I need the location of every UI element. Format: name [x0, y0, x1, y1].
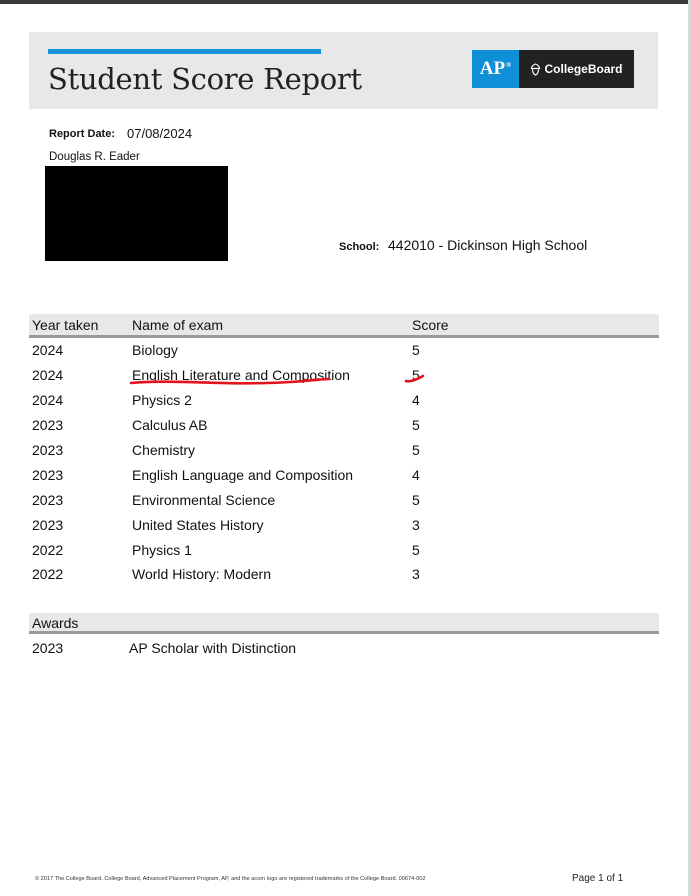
cell-score: 5	[412, 541, 420, 558]
ap-collegeboard-logo	[472, 50, 634, 88]
footer-legal-text: © 2017 The College Board. College Board, Advanced Placement Program, AP, and the acorn logo are registered trademarks of the College Board. 00674-002	[35, 876, 426, 882]
cell-score: 5	[412, 342, 420, 359]
cell-exam: English Language and Composition	[132, 466, 354, 483]
award-name: AP Scholar with Distinction	[129, 640, 297, 656]
cell-score: 3	[412, 516, 420, 533]
cell-exam: United States History	[132, 516, 264, 533]
school-label: School:	[339, 241, 380, 253]
cell-year: 2024	[32, 342, 64, 359]
table-row	[29, 562, 659, 587]
cell-score: 4	[412, 466, 420, 483]
report-header	[29, 32, 658, 109]
page-title: Student Score Report	[48, 62, 362, 96]
cell-score: 5	[412, 417, 420, 434]
window-top-border	[0, 0, 691, 4]
collegeboard-logo	[519, 50, 634, 88]
cell-score: 5	[412, 442, 420, 458]
col-score: Score	[409, 314, 659, 337]
cell-year: 2023	[32, 417, 64, 434]
cell-exam: Environmental Science	[132, 491, 276, 508]
cell-year: 2023	[32, 516, 64, 533]
col-exam-name: Name of exam	[129, 314, 409, 337]
cell-exam: Calculus AB	[132, 417, 208, 434]
cell-year: 2023	[32, 466, 64, 483]
cell-score: 3	[412, 566, 420, 583]
cell-year: 2022	[32, 541, 64, 558]
table-row	[29, 537, 659, 562]
cell-score: 5	[412, 491, 420, 508]
ap-logo-text: AP	[479, 58, 506, 79]
award-year: 2023	[32, 640, 64, 656]
collegeboard-logo-text: CollegeBoard	[544, 62, 623, 76]
col-year-taken: Year taken	[29, 314, 129, 337]
report-date-value: 07/08/2024	[127, 126, 193, 141]
cell-exam: Chemistry	[132, 442, 196, 458]
table-row	[29, 363, 659, 388]
header-accent-bar	[48, 49, 321, 54]
ap-logo: AP ®	[472, 50, 519, 88]
cell-score: 5	[412, 367, 420, 384]
table-row	[29, 438, 659, 463]
cell-year: 2024	[32, 392, 64, 409]
cell-year: 2024	[32, 367, 64, 384]
school-value: 442010 - Dickinson High School	[388, 237, 588, 253]
cell-exam: Biology	[132, 342, 178, 359]
student-name: Douglas R. Eader	[49, 151, 140, 163]
cell-year: 2023	[32, 442, 64, 458]
cell-exam: English Literature and Composition	[132, 367, 350, 384]
cell-exam: Physics 1	[132, 541, 192, 558]
cell-exam: World History: Modern	[132, 566, 272, 583]
cell-year: 2023	[32, 491, 64, 508]
redacted-address-block	[45, 166, 228, 261]
table-row	[29, 462, 659, 487]
cell-score: 4	[412, 392, 420, 409]
table-row	[29, 337, 659, 363]
table-row	[29, 413, 659, 438]
acorn-icon	[530, 63, 541, 76]
cell-exam: Physics 2	[132, 392, 192, 409]
cell-year: 2022	[32, 566, 64, 583]
table-row	[29, 487, 659, 512]
awards-header: Awards	[29, 613, 659, 634]
score-table-header	[29, 314, 659, 337]
page-number: Page 1 of 1	[572, 873, 624, 884]
score-table	[29, 314, 659, 587]
table-row	[29, 388, 659, 413]
report-date-label: Report Date:	[49, 128, 116, 140]
table-row	[29, 512, 659, 537]
